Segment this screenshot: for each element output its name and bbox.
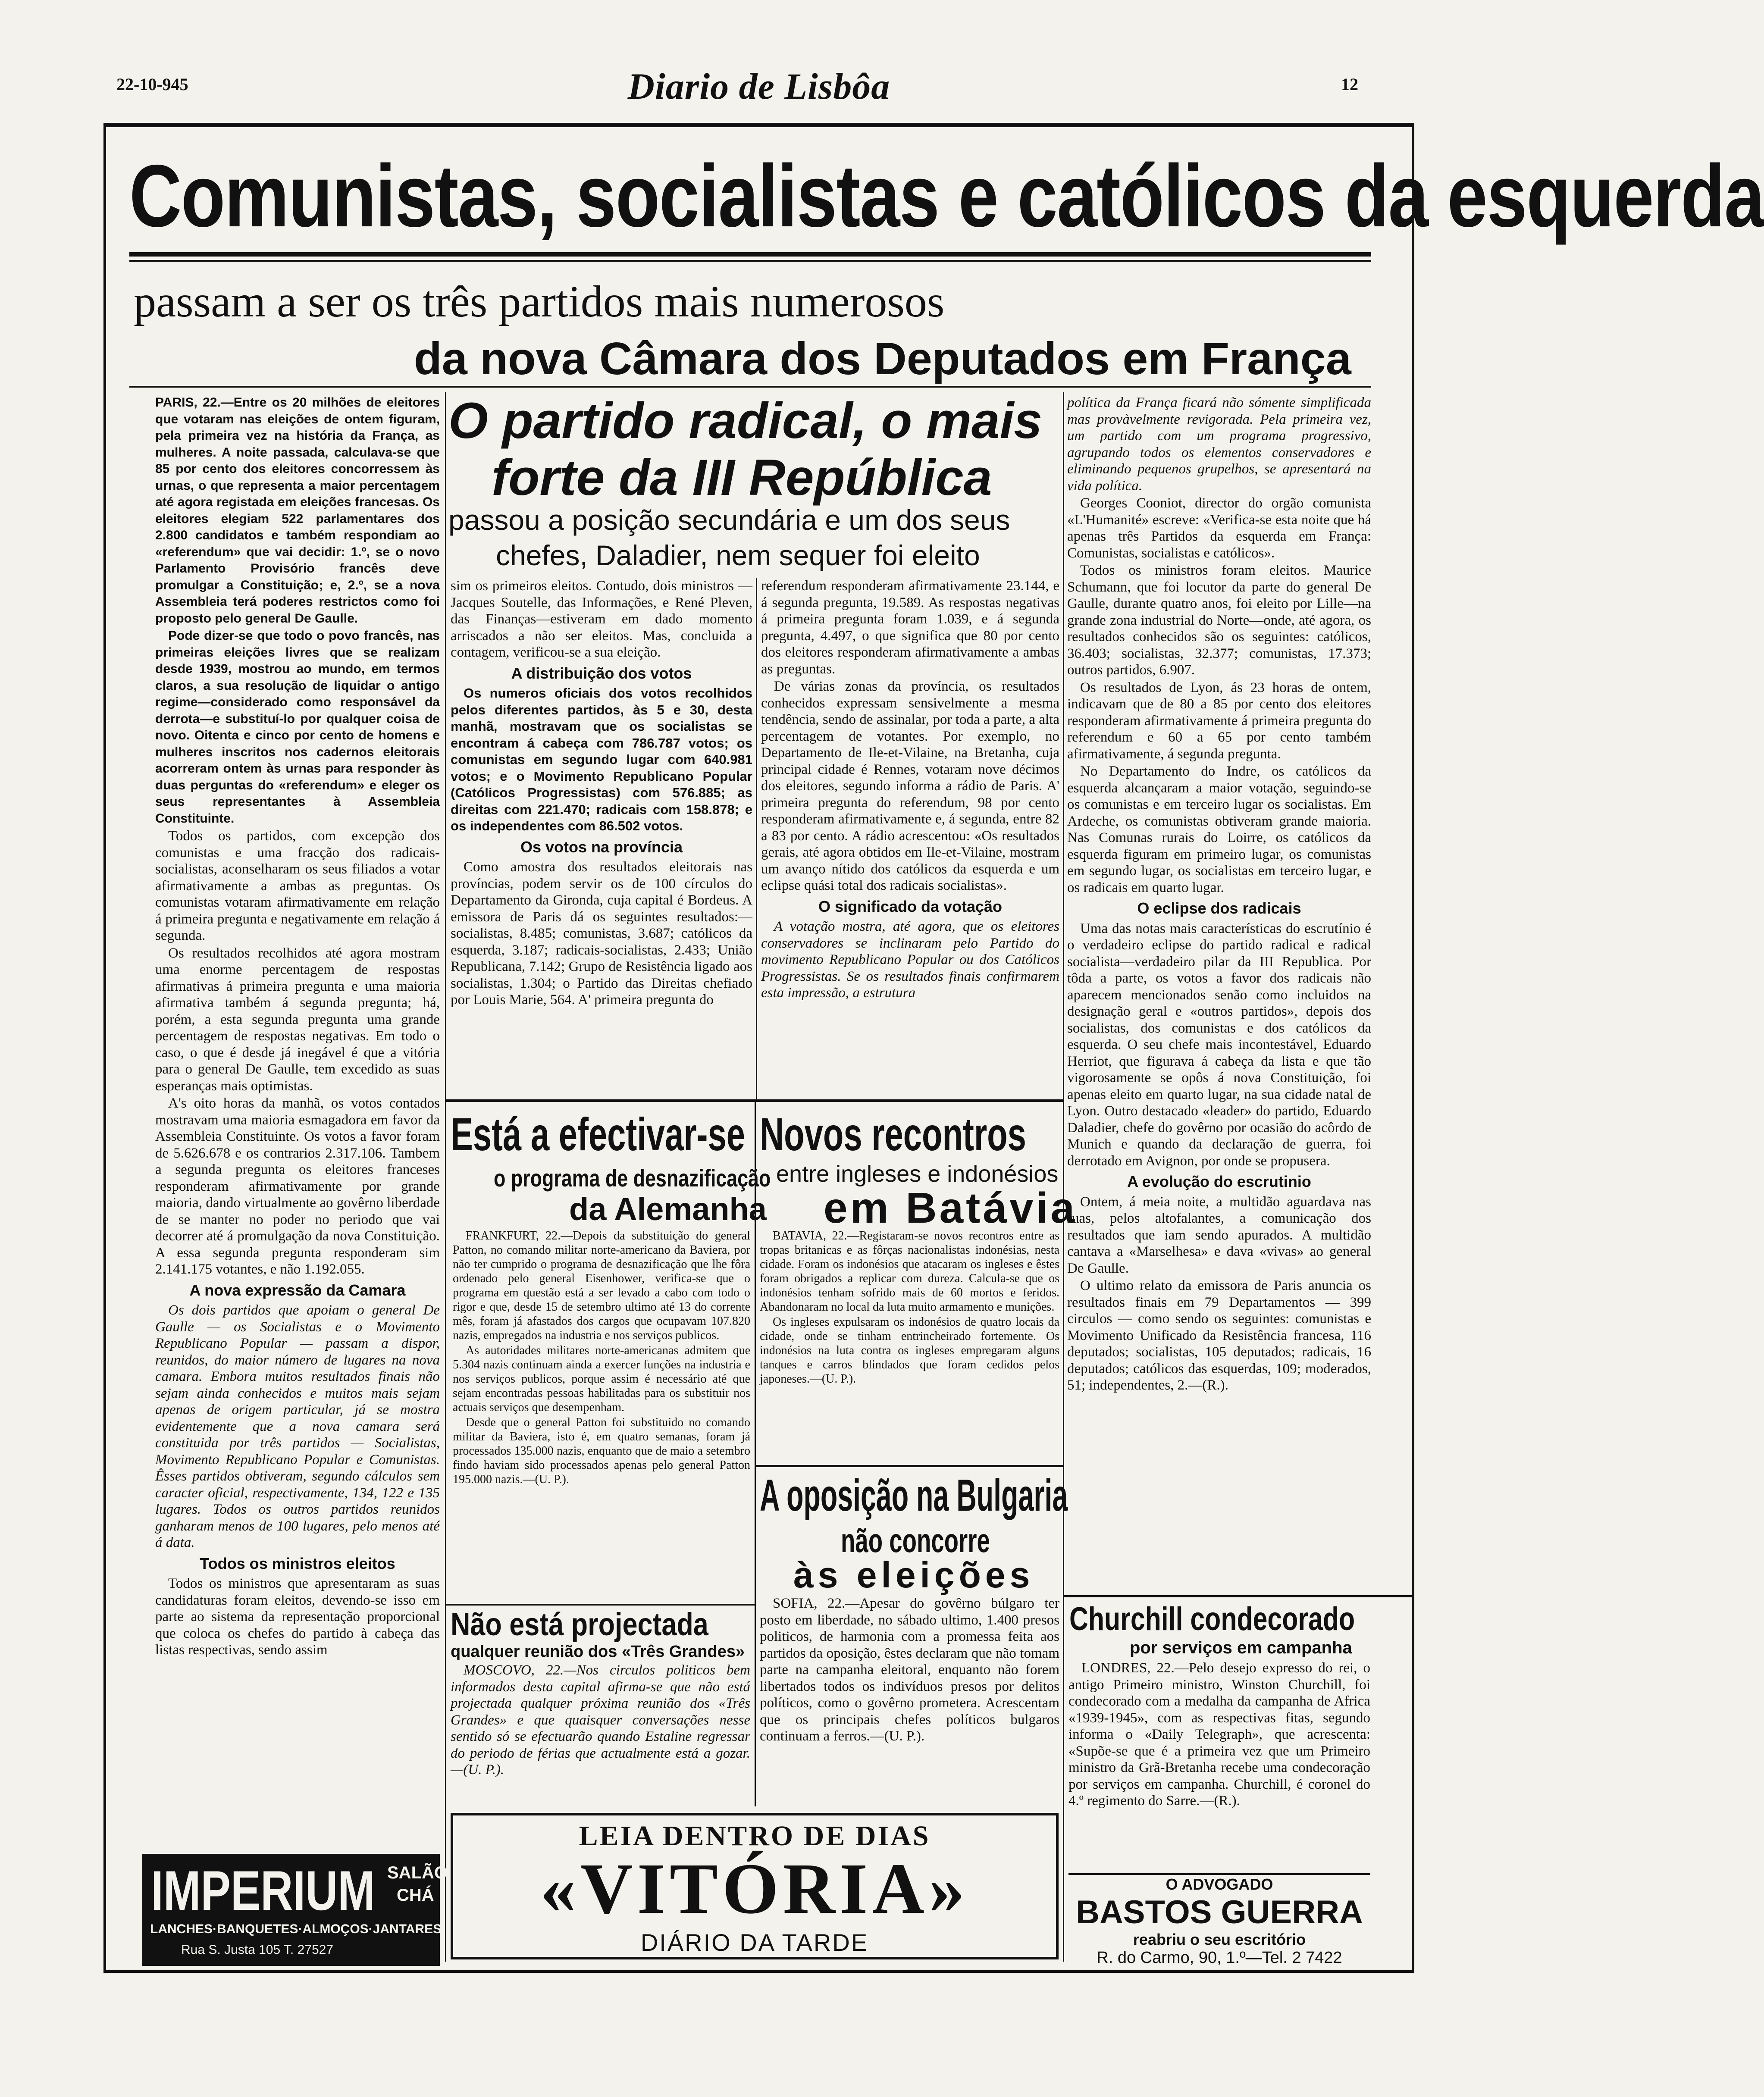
batavia-sub-1: entre ingleses e indonésios: [776, 1161, 1059, 1187]
issue-date: 22-10-945: [116, 75, 188, 94]
paragraph: De várias zonas da província, os resultados conhecidos expressam sensivelmente a mesma tendência, sendo de assinalar, por toda a parte, a alta percentagem de votantes. Por exemplo, no Departamento de Ile-et-Vilaine, na Bretanha, cuja principal cidade é Rennes, votaram nove décimos dos eleitores, segundo informa a rádio de Paris. A' primeira pregunta do referendum, 98 por cento responderam afirmativamente e, á segunda, entre 82 a 83 por cento. A rádio acrescentou: «Os resultados gerais, até agora obtidos em Ile-et-Vilaine, mostram um avanço nítido dos católicos da esquerda e um eclipse quási total dos radicais socialistas».: [761, 679, 1059, 893]
radical-sub-2: chefes, Daladier, nem sequer foi eleito: [496, 539, 980, 571]
alemanha-sub-1: o programa de desnazificação: [494, 1164, 771, 1192]
alemanha-headline: Está a efectivar-se: [451, 1108, 745, 1160]
section-heading: O significado da votação: [818, 897, 1003, 915]
paragraph: Os ingleses expulsaram os indonésios de quatro locais da cidade, onde se tinham entrincheirado fortemente. Os indonésios na luta contra os ingleses empregaram alguns tanques e carros blindados que foram cedidos pelos japoneses.—(U. P.).: [760, 1315, 1059, 1386]
ad-advogado-line: reabriu o seu escritório: [1133, 1931, 1306, 1948]
ad-imperium-address: Rua S. Justa 105 T. 27527: [181, 1943, 334, 1957]
paragraph: Georges Cooniot, director do orgão comunista «L'Humanité» escreve: «Verifica-se esta noite que há apenas três Partidos da esquerda em França: Comunistas, socialistas e católicos».: [1067, 495, 1371, 561]
section-heading: A nova expressão da Camara: [189, 1281, 406, 1299]
article-column-1: [155, 394, 440, 1826]
article-column-4: [1067, 394, 1371, 1393]
tres-grandes-headline: Não está projectada: [451, 1606, 708, 1642]
main-headline: Comunistas, socialistas e católicos da esquerda: [129, 147, 1764, 245]
paragraph: No Departamento do Indre, os católicos da esquerda alcançaram a maior votação, seguindo-se os comunistas e em terceiro lugar os socialistas. Em Ardeche, os comunistas obtiveram grande maioria. Nas Comunas rurais do Loirre, os católicos da esquerda figuram em primeiro lugar, os comunistas em segundo lugar, os socialistas em terceiro lugar, e os radicais em quarto lugar.: [1067, 764, 1371, 895]
article-column-3: [761, 578, 1059, 1082]
paragraph: Todos os ministros que apresentaram as suas candidaturas foram eleitos, devendo-se isso em parte ao sistema da representação proporcional que coloca os chefes do partido à cabeça das listas respectivas, sendo assim: [155, 1576, 440, 1658]
ad-advogado-address: R. do Carmo, 90, 1.º—Tel. 2 7422: [1097, 1949, 1342, 1967]
churchill-headline: Churchill condecorado: [1069, 1601, 1355, 1637]
ad-imperium-line: LANCHES·BANQUETES·ALMOÇOS·JANTARES: [150, 1922, 442, 1936]
paragraph: MOSCOVO, 22.—Nos circulos politicos bem informados desta capital afirma-se que não está projectada qualquer próxima reunião dos «Três Grandes» e que quaisquer conversações nesse sentido só se efectuarão quando Estaline regressar do periodo de férias que actualmente está a gozar.—(U. P.).: [451, 1662, 750, 1778]
ad-imperium-name: IMPERIUM: [151, 1859, 375, 1922]
ad-advogado-top: O ADVOGADO: [1166, 1875, 1273, 1893]
alemanha-sub-2: da Alemanha: [569, 1191, 767, 1227]
masthead: Diario de Lisbôa: [627, 66, 890, 107]
article-column-2: [451, 578, 752, 1082]
paragraph: LONDRES, 22.—Pelo desejo expresso do rei, o antigo Primeiro ministro, Winston Churchill, foi condecorado com a medalha da campanha de Africa «1939-1945», com as respectivas fitas, segundo informa o «Daily Telegraph», que acrescenta: «Supõe-se que é a primeira vez que um Primeiro ministro da Grã-Bretanha recebe uma condecoração por serviços em campanha. Churchill, é coronel do 4.º regimento do Sarre.—(R.).: [1068, 1660, 1370, 1809]
col-rule-3: [1063, 392, 1064, 1962]
churchill-rule: [1064, 1595, 1412, 1597]
paragraph: sim os primeiros eleitos. Contudo, dois ministros — Jacques Soutelle, das Informações, e René Pleven, das Finanças—estiveram em dado momento arriscados a não ser eleitos. Mas, concluida a contagem, verificou-se a sua eleição.: [451, 578, 752, 660]
paragraph: A's oito horas da manhã, os votos contados mostravam uma maioria esmagadora em favor da Assembleia Constituinte. Os votos a favor foram de 5.626.678 e os contrarios 2.317.106. Tambem a segunda pregunta os eleitores franceses responderam afirmativamente por grande maioria, dando virtualmente ao govêrno liberdade de se manter no poder no periodo que vai decorrer até á promulgação da nova Constituição. A essa segunda pregunta responderam sim 2.141.175 votantes, e não 1.192.055.: [155, 1095, 440, 1277]
main-subheadline-2: da nova Câmara dos Deputados em França: [414, 333, 1351, 384]
col-rule-2: [756, 578, 757, 1099]
ad-imperium-tag1: SALÃO: [387, 1863, 448, 1882]
bulgaria-article: [760, 1595, 1059, 1806]
batavia-rule: [756, 1465, 1063, 1467]
paragraph: BATAVIA, 22.—Registaram-se novos recontros entre as tropas britanicas e as fôrças nacionalistas indonésias, nesta cidade. Foram os indonésios que atacaram os ingleses e êstes foram obrigados a replicar com dureza. Calcula-se que os indonésios tenham sofrido mais de 60 mortos e feridos. Abandonaram no local da luta muito armamento e munições.: [760, 1229, 1059, 1314]
paragraph: Uma das notas mais características do escrutínio é o verdadeiro eclipse do partido radical e radical socialista—verdadeiro pilar da III Republica. Por tôda a parte, os votos a favor dos radicais não aparecem mencionados senão como incluidos na designação geral e «outros partidos», depois dos socialistas, dos comunistas e dos católicos da esquerda. O seu chefe mais incontestável, Eduardo Herriot, que figurava á cabeça da lista e que tão vigorosamente se opôs á nova Constituição, foi apenas eleito em quarto lugar, na sua cidade natal de Lyon. Outro destacado «leader» do partido, Eduardo Daladier, chefe do govêrno por ocasião do acôrdo de Munich e quando da declaração de guerra, foi derrotado em Avignon, por onde se propusera.: [1067, 920, 1371, 1169]
col-rule-1: [445, 392, 446, 1962]
paragraph: As autoridades militares norte-americanas admitem que 5.304 nazis continuam ainda a exercer funções na industria e nos serviços publicos, porque assim é necessário até que sejam encontradas pessoas habilitadas para os substituir nos actuais serviços que desempenham.: [453, 1344, 750, 1414]
section-heading: A evolução do escrutinio: [1127, 1173, 1311, 1190]
radical-headline-1: O partido radical, o mais: [448, 392, 1043, 449]
ad-vitoria-title: «VITÓRIA»: [540, 1849, 969, 1929]
ad-imperium: [142, 1854, 448, 1966]
paragraph: Pode dizer-se que todo o povo francês, nas primeiras eleições livres que se realizam desde 1939, mostrou ao mundo, em termos claros, a sua resolução de liquidar o antigo regime—considerado como responsável da derrota—e substituí-lo por qualquer coisa de novo. Oitenta e cinco por cento de homens e mulheres inscritos nos cadernos eleitorais acorreram ontem às urnas para responder às duas perguntas do «referendum» e eleger os seus representantes à Assembleia Constituinte.: [155, 629, 440, 826]
paragraph: referendum responderam afirmativamente 23.144, e á segunda pregunta, 19.589. As respostas negativas á primeira pregunta foram 1.039, e á segunda pregunta, 4.497, o que significa que 80 por cento dos eleitores responderam afirmativamente a ambas as preguntas.: [761, 578, 1059, 677]
section-heading: Os votos na província: [520, 838, 683, 856]
frame-left: [103, 123, 106, 1972]
radical-sub-1: passou a posição secundária e um dos seus: [448, 504, 1010, 536]
frame-top: [103, 123, 1414, 127]
ad-vitoria-bottom: DIÁRIO DA TARDE: [640, 1929, 869, 1956]
frame-bottom: [103, 1970, 1414, 1973]
bulgaria-sub-1: não concorre: [841, 1521, 990, 1559]
subhead-rule: [129, 386, 1371, 388]
ad-imperium-tag2: CHÁ: [397, 1886, 434, 1905]
main-subheadline-1: passam a ser os três partidos mais numerosos: [134, 277, 945, 326]
section-heading: O eclipse dos radicais: [1137, 899, 1301, 917]
ad-vitoria: [451, 1813, 1059, 1959]
paragraph: Todos os ministros foram eleitos. Maurice Schumann, que foi locutor da parte do general De Gaulle, durante quatro anos, foi eleito por Lille—na grande zona industrial do Norte—onde, até agora, os resultados conhecidos são os seguintes: católicos, 36.403; socialistas, 32.377; comunistas, 17.373; outros partidos, 6.907.: [1067, 563, 1371, 678]
churchill-sub: por serviços em campanha: [1130, 1638, 1352, 1657]
tres-grandes-rule: [446, 1604, 755, 1606]
paragraph: Os resultados de Lyon, ás 23 horas de ontem, indicavam que de 80 a 85 por cento dos eleitores responderam afirmativamente á primeira pregunta do referendum e 60 a 65 por cento também afirmativamente, á segunda pregunta.: [1067, 679, 1371, 762]
paragraph: Os dois partidos que apoiam o general De Gaulle — os Socialistas e o Movimento Republicano Popular — passam a dispor, reunidos, do maior número de lugares na nova camara. Embora muitos resultados finais não sejam ainda conhecidos e muitos mais sejam apenas de origem particular, já se mostra evidentemente que a nova camara será constituida por três partidos — Socialistas, Movimento Republicano Popular e Comunistas. Êsses partidos obtiveram, segundo cálculos sem caracter oficial, respectivamente, 134, 122 e 135 lugares. Todos os outros partidos reunidos ganharam menos de 100 lugares, pelo menos até á data.: [155, 1302, 440, 1550]
headline-rule-2: [129, 260, 1371, 262]
advogado-rule: [1068, 1873, 1370, 1875]
batavia-article: [760, 1229, 1059, 1462]
tres-grandes-sub: qualquer reunião dos «Três Grandes»: [451, 1643, 745, 1661]
bulgaria-headline: A oposição na Bulgaria: [760, 1471, 1068, 1521]
paragraph: Como amostra dos resultados eleitorais nas províncias, podem servir os de 100 círculos do Departamento da Gironda, cuja capital é Bordeus. A emissora de Paris dá os seguintes resultados:—socialistas, 8.485; comunistas, 3.687; católicos da esquerda, 3.187; radicais-socialistas, 2.433; União Republicana, 7.142; Grupo de Resistência ligado aos socialistas, 1.304; o Partido das Direitas chefiado por Louis Marie, 564. A' primeira pregunta do: [451, 859, 752, 1008]
paragraph: Ontem, á meia noite, a multidão aguardava nas ruas, pelos altofalantes, a comunicação dos resultados que iam sendo apurados. A multidão cantava a «Marselhesa» e dava «vivas» ao general De Gaulle.: [1067, 1194, 1371, 1276]
paragraph: Todos os partidos, com excepção dos comunistas e uma fracção dos radicais-socialistas, aconselharam os seus filiados a votar afirmativamente a ambas as preguntas. Os comunistas votaram afirmativamente em relação á primeira pregunta e negativamente em relação á segunda.: [155, 828, 440, 943]
paragraph: A votação mostra, até agora, que os eleitores conservadores se inclinaram pelo Partido do movimento Republicano Popular ou dos Católicos Progressistas. Se os resultados finais confirmarem esta impressão, a estrutura: [761, 919, 1059, 1001]
headline-rule-1: [129, 252, 1371, 257]
section-heading: Todos os ministros eleitos: [200, 1554, 395, 1572]
paragraph: O ultimo relato da emissora de Paris anuncia os resultados finais em 79 Departamentos — 399 circulos — como sendo os seguintes: comunistas e Movimento Unificado da Resistência francesa, 116 deputados; socialistas, 105 deputados; radicais, 16 deputados; católicos das esquerdas, 109; moderados, 51; independentes, 2.—(R.).: [1067, 1278, 1371, 1393]
batavia-sub-2: em Batávia: [824, 1184, 1078, 1232]
paragraph: FRANKFURT, 22.—Depois da substituição do general Patton, no comando militar norte-americano da Baviera, por não ter cumprido o programa de desnazificação que lhe fôra ordenado pelo general Eisenhower, verifica-se que o programa em questão está a ser levado a cabo com todo o rigor e que, desde 15 de setembro ultimo até 13 do corrente mês, foram já afastados dos cargos que ocupavam 107.820 nazis, empregados na industria e nos serviços publicos.: [453, 1229, 750, 1342]
tres-grandes-article: [451, 1662, 750, 1804]
page-number: 12: [1341, 75, 1358, 94]
bulgaria-sub-2: às eleições: [793, 1555, 1034, 1595]
ad-vitoria-top: LEIA DENTRO DE DIAS: [579, 1820, 931, 1852]
paragraph: Desde que o general Patton foi substituido no comando militar da Baviera, isto é, em quatro semanas, foram já processados 135.000 nazis, enquanto que de maio a setembro findo haviam sido processados apenas pelo general Patton 195.000 nazis.—(U. P.).: [453, 1416, 750, 1486]
churchill-article: [1068, 1660, 1370, 1867]
paragraph: PARIS, 22.—Entre os 20 milhões de eleitores que votaram nas eleições de ontem figuram, pela primeira vez na história da França, as mulheres. A noite passada, calculava-se que 85 por cento dos eleitores concorressem às urnas, o que representa a maior percentagem até agora registada em eleições francesas. Os eleitores elegiam 522 parlamentares dos 2.800 candidatos e também respondiam ao «referendum» que vai decidir: 1.º, se o novo Parlamento Provisório francês deve promulgar a Constituição; e, 2.º, se a nova Assembleia terá poderes restrictos como foi proposto pelo general De Gaulle.: [155, 395, 440, 626]
paragraph: SOFIA, 22.—Apesar do govêrno búlgaro ter posto em liberdade, no sábado ultimo, 1.400 presos politicos, de harmonia com a promessa feita aos partidos da oposição, êstes declaram que não tomam parte na campanha eleitoral, enquanto não forem libertados todos os indivíduos presos por delitos políticos, como o govêrno prometera. Acrescentam que os principais chefes políticos bulgaros continuam a ferros.—(U. P.).: [760, 1596, 1059, 1744]
section-heading: A distribuição dos votos: [511, 664, 692, 682]
alemanha-article: [453, 1229, 750, 1604]
batavia-headline: Novos recontros: [760, 1108, 1026, 1160]
radical-headline-2: forte da III República: [492, 449, 992, 506]
paragraph: Os numeros oficiais dos votos recolhidos pelos diferentes partidos, às 5 e 30, desta manhã, mostravam que os socialistas se encontram á cabeça com 786.787 votos; os comunistas em segundo lugar com 640.981 votos; e o Movimento Republicano Popular (Católicos Progressistas) com 576.885; as direitas com 221.470; radicais com 158.878; e os independentes com 86.502 votos.: [451, 685, 752, 833]
ad-advogado-name: BASTOS GUERRA: [1076, 1894, 1363, 1931]
paragraph: política da França ficará não sómente simplificada mas provàvelmente revigorada. Pela primeira vez, um partido com um programa progressivo, agrupando todos os elementos conservadores e eliminando pequenos grupelhos, se apresentará na vida política.: [1067, 395, 1371, 494]
paragraph: Os resultados recolhidos até agora mostram uma enorme percentagem de respostas afirmativas á primeira pregunta e uma maioria afirmativa também á segunda pregunta; há, porém, a esta segunda pregunta uma grande percentagem de respostas negativas. Em todo o caso, o que é desde já inegável é que a vitória para o general De Gaulle, tem excedido as suas esperanças mais optimistas.: [155, 945, 440, 1094]
frame-right: [1412, 123, 1414, 1972]
